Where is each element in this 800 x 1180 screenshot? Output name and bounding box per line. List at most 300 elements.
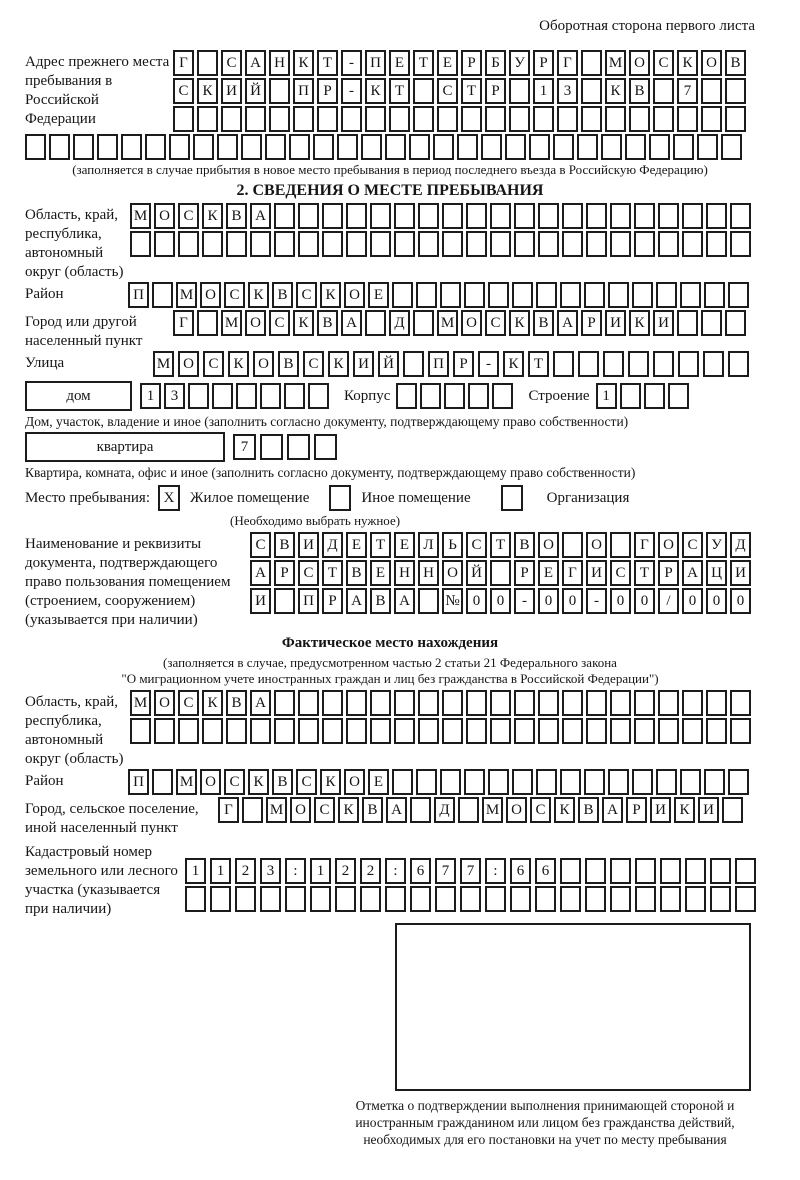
char-cell: 1	[185, 858, 206, 884]
char-cell	[586, 690, 607, 716]
char-cell	[197, 50, 218, 76]
char-cell: М	[266, 797, 287, 823]
char-cell: К	[554, 797, 575, 823]
char-cell: В	[346, 560, 367, 586]
char-cell	[49, 134, 70, 160]
confirmation-stamp-caption: Отметка о подтверждении выполнения принимающей стороной и иностранным гражданином или лицом без гражданства действий, необходимых для его постановки на учет по месту пребывания	[355, 1098, 735, 1147]
char-cell	[710, 886, 731, 912]
char-cell	[322, 231, 343, 257]
char-cell	[370, 203, 391, 229]
char-cell: М	[605, 50, 626, 76]
char-cell	[680, 769, 701, 795]
char-cell: К	[293, 310, 314, 336]
actual-region-label: Область, край, республика, автономный округ (область)	[25, 694, 124, 767]
char-cell	[385, 134, 406, 160]
stay-type-checkbox-organization	[501, 485, 523, 511]
char-cell	[585, 858, 606, 884]
char-cell	[310, 886, 331, 912]
char-cell: Р	[626, 797, 647, 823]
char-cell: 1	[533, 78, 554, 104]
char-cell	[728, 769, 749, 795]
char-cell: Р	[485, 78, 506, 104]
char-cell	[635, 886, 656, 912]
char-cell	[293, 106, 314, 132]
char-cell	[442, 203, 463, 229]
char-cell: О	[253, 351, 274, 377]
char-cell	[250, 718, 271, 744]
char-cell	[605, 106, 626, 132]
char-cell: О	[178, 351, 199, 377]
char-cell	[634, 231, 655, 257]
char-cell: О	[586, 532, 607, 558]
char-cell	[581, 106, 602, 132]
char-cell	[274, 588, 295, 614]
char-cell	[509, 106, 530, 132]
char-cell: И	[586, 560, 607, 586]
char-cell	[682, 203, 703, 229]
city-row	[173, 310, 749, 336]
char-cell: Д	[322, 532, 343, 558]
char-cell: 1	[140, 383, 161, 409]
char-cell: Р	[461, 50, 482, 76]
prev-address-row-2	[173, 78, 749, 104]
char-cell: Р	[322, 588, 343, 614]
char-cell: И	[650, 797, 671, 823]
char-cell: С	[296, 769, 317, 795]
char-cell	[581, 50, 602, 76]
char-cell	[337, 134, 358, 160]
char-cell	[152, 282, 173, 308]
char-cell	[274, 718, 295, 744]
char-cell	[298, 718, 319, 744]
section2-title: 2. СВЕДЕНИЯ О МЕСТЕ ПРЕБЫВАНИЯ	[236, 182, 544, 199]
char-cell	[313, 134, 334, 160]
char-cell	[586, 718, 607, 744]
char-cell: О	[506, 797, 527, 823]
char-cell: О	[200, 769, 221, 795]
char-cell	[514, 203, 535, 229]
char-cell	[442, 231, 463, 257]
char-cell	[440, 282, 461, 308]
char-cell: В	[274, 532, 295, 558]
char-cell	[560, 886, 581, 912]
char-cell: Г	[634, 532, 655, 558]
char-cell: Й	[245, 78, 266, 104]
char-cell	[365, 310, 386, 336]
char-cell: П	[128, 282, 149, 308]
char-cell	[25, 134, 46, 160]
char-cell: К	[228, 351, 249, 377]
char-cell	[298, 231, 319, 257]
char-cell	[706, 203, 727, 229]
char-cell	[730, 690, 751, 716]
district-label: Район	[25, 286, 64, 302]
char-cell: В	[533, 310, 554, 336]
char-cell	[464, 282, 485, 308]
char-cell	[341, 106, 362, 132]
char-cell: О	[154, 690, 175, 716]
char-cell	[581, 78, 602, 104]
char-cell	[538, 231, 559, 257]
char-cell	[466, 690, 487, 716]
char-cell	[314, 434, 337, 460]
char-cell: К	[605, 78, 626, 104]
region-rows	[130, 203, 754, 259]
char-cell	[586, 203, 607, 229]
char-cell	[653, 351, 674, 377]
char-cell	[608, 282, 629, 308]
char-cell	[620, 383, 641, 409]
apartment-cells	[233, 434, 341, 460]
char-cell: К	[248, 769, 269, 795]
char-cell	[535, 886, 556, 912]
house-number-cells	[140, 383, 332, 409]
char-cell	[410, 797, 431, 823]
char-cell: 0	[562, 588, 583, 614]
char-cell	[710, 858, 731, 884]
doc-row-3	[250, 588, 754, 614]
char-cell	[557, 106, 578, 132]
char-cell	[610, 690, 631, 716]
char-cell: В	[725, 50, 746, 76]
char-cell	[634, 718, 655, 744]
char-cell	[490, 560, 511, 586]
stroenie-cells	[596, 383, 692, 409]
char-cell	[608, 769, 629, 795]
char-cell: /	[658, 588, 679, 614]
char-cell: А	[346, 588, 367, 614]
char-cell	[197, 106, 218, 132]
char-cell: С	[224, 769, 245, 795]
actual-region-row-1	[130, 690, 754, 716]
char-cell	[722, 797, 743, 823]
char-cell: Р	[514, 560, 535, 586]
cadastral-row-1	[185, 858, 760, 884]
char-cell: О	[344, 282, 365, 308]
char-cell	[492, 383, 513, 409]
char-cell	[464, 769, 485, 795]
char-cell	[420, 383, 441, 409]
char-cell	[577, 134, 598, 160]
char-cell	[413, 78, 434, 104]
prev-address-caption: (заполняется в случае прибытия в новое место пребывания в период последнего въезда в Российскую Федерацию)	[72, 162, 708, 177]
char-cell	[562, 231, 583, 257]
char-cell	[360, 886, 381, 912]
char-cell	[706, 718, 727, 744]
char-cell	[418, 718, 439, 744]
char-cell	[322, 690, 343, 716]
char-cell	[416, 282, 437, 308]
char-cell: Р	[317, 78, 338, 104]
prev-address-block	[25, 50, 755, 134]
char-cell	[610, 203, 631, 229]
char-cell: 0	[730, 588, 751, 614]
char-cell	[578, 351, 599, 377]
char-cell	[653, 78, 674, 104]
korpus-cells	[396, 383, 516, 409]
char-cell: 1	[310, 858, 331, 884]
char-cell	[365, 106, 386, 132]
district-row	[128, 282, 752, 308]
char-cell	[735, 858, 756, 884]
char-cell: 0	[706, 588, 727, 614]
char-cell: В	[278, 351, 299, 377]
char-cell	[706, 231, 727, 257]
char-cell	[649, 134, 670, 160]
char-cell	[287, 434, 310, 460]
char-cell	[585, 886, 606, 912]
char-cell: В	[370, 588, 391, 614]
char-cell	[226, 231, 247, 257]
char-cell: 1	[210, 858, 231, 884]
char-cell	[433, 134, 454, 160]
char-cell	[130, 231, 151, 257]
char-cell	[728, 351, 749, 377]
char-cell	[265, 134, 286, 160]
char-cell	[538, 690, 559, 716]
char-cell	[461, 106, 482, 132]
char-cell: 6	[510, 858, 531, 884]
char-cell: 3	[164, 383, 185, 409]
char-cell: В	[362, 797, 383, 823]
char-cell: Т	[461, 78, 482, 104]
char-cell: П	[298, 588, 319, 614]
char-cell: К	[197, 78, 218, 104]
cadastral-rows	[185, 840, 760, 914]
char-cell	[514, 718, 535, 744]
actual-district-field	[25, 769, 755, 797]
char-cell	[440, 769, 461, 795]
actual-region-rows	[130, 690, 754, 746]
char-cell: А	[682, 560, 703, 586]
char-cell: И	[730, 560, 751, 586]
char-cell: 3	[557, 78, 578, 104]
char-cell: В	[226, 690, 247, 716]
char-cell	[685, 858, 706, 884]
char-cell: 7	[435, 858, 456, 884]
char-cell	[490, 203, 511, 229]
char-cell	[584, 282, 605, 308]
district-field	[25, 282, 755, 310]
char-cell	[154, 231, 175, 257]
char-cell	[173, 106, 194, 132]
char-cell: -	[478, 351, 499, 377]
char-cell: Г	[173, 50, 194, 76]
char-cell: Т	[528, 351, 549, 377]
char-cell: С	[221, 50, 242, 76]
char-cell	[322, 203, 343, 229]
char-cell: С	[178, 690, 199, 716]
char-cell: Р	[274, 560, 295, 586]
char-cell: В	[317, 310, 338, 336]
prev-address-rows	[173, 50, 749, 134]
char-cell	[586, 231, 607, 257]
doc-row-2	[250, 560, 754, 586]
char-cell	[394, 203, 415, 229]
char-cell	[370, 718, 391, 744]
char-cell	[260, 434, 283, 460]
char-cell	[317, 106, 338, 132]
char-cell	[635, 858, 656, 884]
char-cell	[460, 886, 481, 912]
char-cell: С	[485, 310, 506, 336]
char-cell: П	[365, 50, 386, 76]
char-cell: И	[353, 351, 374, 377]
char-cell: Е	[437, 50, 458, 76]
char-cell	[236, 383, 257, 409]
char-cell	[260, 383, 281, 409]
char-cell	[392, 769, 413, 795]
char-cell	[628, 351, 649, 377]
char-cell	[653, 106, 674, 132]
char-cell	[658, 718, 679, 744]
char-cell: К	[202, 690, 223, 716]
char-cell	[678, 351, 699, 377]
char-cell: 7	[460, 858, 481, 884]
char-cell: А	[250, 560, 271, 586]
char-cell	[682, 718, 703, 744]
char-cell	[418, 690, 439, 716]
char-cell	[394, 718, 415, 744]
char-cell	[274, 690, 295, 716]
char-cell: М	[153, 351, 174, 377]
char-cell	[250, 231, 271, 257]
house-row	[25, 381, 755, 411]
char-cell	[701, 310, 722, 336]
char-cell: 0	[682, 588, 703, 614]
char-cell	[457, 134, 478, 160]
char-cell	[538, 203, 559, 229]
char-cell	[193, 134, 214, 160]
char-cell	[533, 106, 554, 132]
char-cell	[560, 769, 581, 795]
cadastral-label: Кадастровый номер земельного или лесного участка (указывается при наличии)	[25, 844, 178, 917]
char-cell: М	[221, 310, 242, 336]
char-cell: Р	[581, 310, 602, 336]
stroenie-label: Строение	[528, 387, 590, 404]
char-cell	[514, 231, 535, 257]
char-cell: Е	[370, 560, 391, 586]
char-cell: К	[248, 282, 269, 308]
prev-address-label: Адрес прежнего места пребывания в Российской Федерации	[25, 54, 170, 127]
char-cell	[241, 134, 262, 160]
char-cell	[269, 106, 290, 132]
char-cell	[660, 858, 681, 884]
char-cell	[632, 769, 653, 795]
char-cell	[560, 858, 581, 884]
char-cell	[418, 588, 439, 614]
char-cell	[553, 351, 574, 377]
char-cell	[610, 858, 631, 884]
char-cell	[536, 769, 557, 795]
char-cell	[285, 886, 306, 912]
char-cell	[536, 282, 557, 308]
char-cell	[145, 134, 166, 160]
char-cell: Д	[730, 532, 751, 558]
char-cell: А	[341, 310, 362, 336]
char-cell: Г	[173, 310, 194, 336]
actual-district-label: Район	[25, 773, 64, 789]
char-cell	[634, 690, 655, 716]
char-cell: С	[653, 50, 674, 76]
char-cell: С	[173, 78, 194, 104]
char-cell	[308, 383, 329, 409]
char-cell: Е	[394, 532, 415, 558]
char-cell: У	[509, 50, 530, 76]
char-cell: К	[509, 310, 530, 336]
char-cell	[634, 203, 655, 229]
char-cell: П	[428, 351, 449, 377]
char-cell: -	[341, 50, 362, 76]
cadastral-field	[25, 840, 755, 919]
street-row	[153, 351, 753, 377]
char-cell: Г	[557, 50, 578, 76]
char-cell	[512, 769, 533, 795]
char-cell: -	[341, 78, 362, 104]
char-cell: Р	[658, 560, 679, 586]
char-cell	[274, 231, 295, 257]
char-cell	[466, 203, 487, 229]
char-cell	[488, 282, 509, 308]
char-cell	[485, 106, 506, 132]
actual-region-row-2	[130, 718, 754, 744]
char-cell: 1	[596, 383, 617, 409]
char-cell: М	[176, 769, 197, 795]
char-cell	[394, 690, 415, 716]
actual-city-label: Город, сельское поселение, иной населенный пункт	[25, 801, 199, 836]
char-cell	[682, 231, 703, 257]
actual-location-title: Фактическое место нахождения	[281, 635, 499, 651]
char-cell: С	[224, 282, 245, 308]
apartment-row	[25, 432, 755, 462]
char-cell	[210, 886, 231, 912]
page-side-note: Оборотная сторона первого листа	[539, 18, 755, 34]
char-cell: А	[394, 588, 415, 614]
char-cell	[514, 690, 535, 716]
char-cell: Й	[466, 560, 487, 586]
char-cell	[284, 383, 305, 409]
char-cell	[730, 718, 751, 744]
char-cell	[245, 106, 266, 132]
char-cell	[601, 134, 622, 160]
char-cell	[410, 886, 431, 912]
prev-address-row-3	[173, 106, 749, 132]
char-cell	[394, 231, 415, 257]
char-cell: А	[386, 797, 407, 823]
char-cell: Р	[453, 351, 474, 377]
char-cell: К	[320, 282, 341, 308]
char-cell	[73, 134, 94, 160]
house-caption: Дом, участок, владение и иное (заполнить согласно документу, подтверждающему право собственности)	[25, 414, 629, 429]
char-cell	[490, 690, 511, 716]
char-cell	[403, 351, 424, 377]
char-cell: К	[320, 769, 341, 795]
char-cell: И	[250, 588, 271, 614]
char-cell: Т	[370, 532, 391, 558]
char-cell	[673, 134, 694, 160]
char-cell: К	[629, 310, 650, 336]
stay-type-note: (Необходимо выбрать нужное)	[230, 513, 401, 528]
char-cell: О	[442, 560, 463, 586]
char-cell	[466, 231, 487, 257]
char-cell	[202, 718, 223, 744]
char-cell: С	[203, 351, 224, 377]
char-cell	[660, 886, 681, 912]
char-cell	[584, 769, 605, 795]
char-cell: П	[293, 78, 314, 104]
char-cell: Е	[538, 560, 559, 586]
stay-type-checkbox-other	[329, 485, 351, 511]
